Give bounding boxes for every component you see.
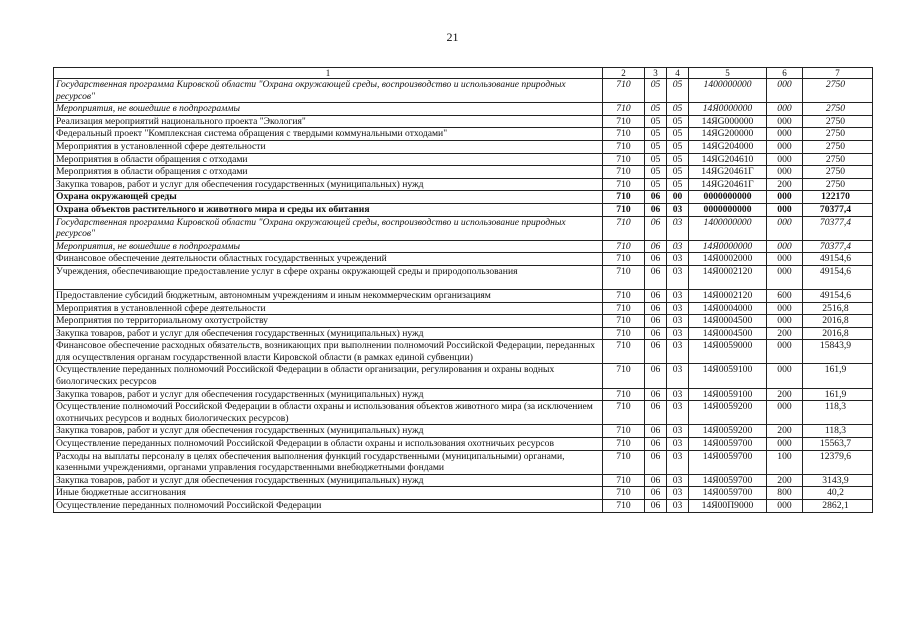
table-row [54,474,873,487]
code-section: 06 [645,253,667,266]
code-expense-type: 000 [767,265,803,289]
row-description: Мероприятия в области обращения с отходами [54,166,603,179]
amount: 161,9 [803,364,873,388]
code-subsection: 03 [667,364,689,388]
code-target-article: 14Я0059700 [689,450,767,474]
code-ministry: 710 [603,401,645,425]
code-expense-type: 200 [767,425,803,438]
code-section: 06 [645,438,667,451]
table-row [54,327,873,340]
code-section: 05 [645,115,667,128]
table-row [54,315,873,328]
code-ministry: 710 [603,240,645,253]
code-subsection: 05 [667,103,689,116]
code-target-article: 14Я0059700 [689,487,767,500]
code-section: 06 [645,487,667,500]
code-target-article: 14ЯG20461Г [689,166,767,179]
code-ministry: 710 [603,364,645,388]
code-target-article: 14Я0004500 [689,327,767,340]
amount: 122170 [803,191,873,204]
row-description: Государственная программа Кировской области "Охрана окружающей среды, воспроизводство и использование природных ресурсов" [54,216,603,240]
code-subsection: 03 [667,315,689,328]
code-subsection: 03 [667,450,689,474]
code-section: 05 [645,128,667,141]
row-description: Расходы на выплаты персоналу в целях обеспечения выполнения функций государственными (муниципальными) органами, казенными учреждениями, органами управления государственными внебюджетными фондами [54,450,603,474]
code-expense-type: 000 [767,401,803,425]
table-row [54,240,873,253]
code-section: 06 [645,315,667,328]
code-section: 05 [645,79,667,103]
code-target-article: 14Я0059200 [689,425,767,438]
row-description: Мероприятия по территориальному охотустройству [54,315,603,328]
amount: 12379,6 [803,450,873,474]
table-row [54,364,873,388]
table-row [54,388,873,401]
row-description: Охрана окружающей среды [54,191,603,204]
code-target-article: 14ЯG204000 [689,140,767,153]
code-target-article: 14Я0000000 [689,103,767,116]
code-section: 06 [645,388,667,401]
amount: 2016,8 [803,327,873,340]
code-expense-type: 000 [767,128,803,141]
code-expense-type: 100 [767,450,803,474]
table-row [54,216,873,240]
table-row [54,103,873,116]
amount: 70377,4 [803,216,873,240]
row-description: Финансовое обеспечение деятельности областных государственных учреждений [54,253,603,266]
code-expense-type: 200 [767,327,803,340]
row-description: Охрана объектов растительного и животного мира и среды их обитания [54,203,603,216]
code-expense-type: 600 [767,289,803,302]
table-row [54,191,873,204]
code-expense-type: 000 [767,191,803,204]
code-expense-type: 000 [767,438,803,451]
row-description: Осуществление переданных полномочий Российской Федерации в области охраны и использования охотничьих ресурсов [54,438,603,451]
code-target-article: 1400000000 [689,216,767,240]
code-subsection: 03 [667,388,689,401]
code-expense-type: 000 [767,240,803,253]
code-ministry: 710 [603,265,645,289]
amount: 118,3 [803,401,873,425]
code-ministry: 710 [603,340,645,364]
code-target-article: 1400000000 [689,79,767,103]
row-description: Мероприятия в области обращения с отходами [54,153,603,166]
code-expense-type: 200 [767,388,803,401]
column-header: 7 [803,68,873,79]
code-target-article: 14ЯG204610 [689,153,767,166]
table-row [54,425,873,438]
row-description: Закупка товаров, работ и услуг для обеспечения государственных (муниципальных) нужд [54,327,603,340]
code-expense-type: 000 [767,79,803,103]
code-section: 06 [645,364,667,388]
row-description: Закупка товаров, работ и услуг для обеспечения государственных (муниципальных) нужд [54,178,603,191]
code-subsection: 05 [667,153,689,166]
table-row [54,79,873,103]
code-target-article: 14Я0004000 [689,302,767,315]
code-subsection: 05 [667,140,689,153]
code-target-article: 14Я0059700 [689,438,767,451]
code-target-article: 14Я0059700 [689,474,767,487]
amount: 2750 [803,178,873,191]
budget-table [53,67,873,513]
code-subsection: 03 [667,401,689,425]
amount: 2750 [803,103,873,116]
code-expense-type: 000 [767,115,803,128]
table-row [54,289,873,302]
code-subsection: 03 [667,340,689,364]
table-row [54,487,873,500]
amount: 2750 [803,128,873,141]
code-section: 06 [645,265,667,289]
code-section: 06 [645,203,667,216]
column-header: 4 [667,68,689,79]
code-section: 06 [645,302,667,315]
code-target-article: 0000000000 [689,191,767,204]
amount: 15563,7 [803,438,873,451]
row-description: Реализация мероприятий национального проекта "Экология" [54,115,603,128]
code-subsection: 05 [667,115,689,128]
row-description: Учреждения, обеспечивающие предоставление услуг в сфере охраны окружающей среды и природопользования [54,265,603,289]
row-description: Иные бюджетные ассигнования [54,487,603,500]
code-ministry: 710 [603,140,645,153]
table-header-row [54,68,873,79]
code-subsection: 03 [667,302,689,315]
code-subsection: 05 [667,128,689,141]
code-ministry: 710 [603,500,645,513]
amount: 2750 [803,79,873,103]
table-row [54,450,873,474]
table-row [54,178,873,191]
code-ministry: 710 [603,166,645,179]
code-ministry: 710 [603,115,645,128]
row-description: Мероприятия в установленной сфере деятельности [54,302,603,315]
code-subsection: 03 [667,487,689,500]
code-subsection: 03 [667,438,689,451]
code-subsection: 05 [667,166,689,179]
amount: 161,9 [803,388,873,401]
amount: 70377,4 [803,203,873,216]
table-body [54,79,873,513]
amount: 2750 [803,166,873,179]
code-subsection: 00 [667,191,689,204]
code-subsection: 05 [667,178,689,191]
code-expense-type: 000 [767,140,803,153]
code-ministry: 710 [603,153,645,166]
amount: 2750 [803,153,873,166]
code-target-article: 14Я0004500 [689,315,767,328]
code-section: 06 [645,450,667,474]
code-expense-type: 800 [767,487,803,500]
table-row [54,401,873,425]
code-subsection: 03 [667,203,689,216]
code-ministry: 710 [603,253,645,266]
code-expense-type: 000 [767,315,803,328]
code-subsection: 03 [667,474,689,487]
amount: 2862,1 [803,500,873,513]
code-ministry: 710 [603,289,645,302]
code-expense-type: 000 [767,253,803,266]
row-description: Финансовое обеспечение расходных обязательств, возникающих при выполнении полномочий Российской Федерации, переданных для осуществления органам государственной власти Кировской области (в рамках единой субвенции) [54,340,603,364]
amount: 49154,6 [803,253,873,266]
code-expense-type: 200 [767,474,803,487]
code-target-article: 14Я0059100 [689,364,767,388]
code-expense-type: 000 [767,364,803,388]
code-ministry: 710 [603,302,645,315]
table-row [54,438,873,451]
code-section: 06 [645,401,667,425]
column-header: 3 [645,68,667,79]
code-subsection: 03 [667,265,689,289]
code-expense-type: 000 [767,166,803,179]
code-expense-type: 000 [767,203,803,216]
code-target-article: 14ЯG200000 [689,128,767,141]
column-header: 6 [767,68,803,79]
code-subsection: 03 [667,425,689,438]
code-target-article: 14Я0002000 [689,253,767,266]
amount: 49154,6 [803,265,873,289]
table-row [54,265,873,289]
code-expense-type: 200 [767,178,803,191]
amount: 118,3 [803,425,873,438]
column-header: 5 [689,68,767,79]
code-ministry: 710 [603,178,645,191]
column-header: 1 [54,68,603,79]
table-row [54,166,873,179]
amount: 49154,6 [803,289,873,302]
code-section: 06 [645,240,667,253]
code-target-article: 14Я0059100 [689,388,767,401]
code-expense-type: 000 [767,103,803,116]
row-description: Осуществление переданных полномочий Российской Федерации в области организации, регулирования и охраны водных биологических ресурсов [54,364,603,388]
code-subsection: 03 [667,327,689,340]
code-ministry: 710 [603,327,645,340]
code-section: 06 [645,340,667,364]
row-description: Федеральный проект "Комплексная система обращения с твердыми коммунальными отходами" [54,128,603,141]
code-target-article: 14Я00П9000 [689,500,767,513]
code-ministry: 710 [603,128,645,141]
code-ministry: 710 [603,203,645,216]
code-expense-type: 000 [767,153,803,166]
code-section: 06 [645,289,667,302]
code-expense-type: 000 [767,340,803,364]
code-target-article: 14Я0000000 [689,240,767,253]
code-target-article: 14Я0059200 [689,401,767,425]
code-ministry: 710 [603,438,645,451]
code-expense-type: 000 [767,500,803,513]
code-section: 05 [645,103,667,116]
amount: 3143,9 [803,474,873,487]
code-section: 06 [645,474,667,487]
amount: 2750 [803,140,873,153]
code-ministry: 710 [603,474,645,487]
amount: 15843,9 [803,340,873,364]
code-section: 06 [645,327,667,340]
code-target-article: 14Я0002120 [689,265,767,289]
table-row [54,302,873,315]
code-section: 05 [645,166,667,179]
row-description: Предоставление субсидий бюджетным, автономным учреждениям и иным некоммерческим организациям [54,289,603,302]
row-description: Государственная программа Кировской области "Охрана окружающей среды, воспроизводство и использование природных ресурсов" [54,79,603,103]
code-subsection: 03 [667,289,689,302]
table-row [54,203,873,216]
table-row [54,128,873,141]
table-row [54,153,873,166]
table-row [54,253,873,266]
row-description: Осуществление полномочий Российской Федерации в области охраны и использования объектов животного мира (за исключением охотничьих ресурсов и водных биологических ресурсов) [54,401,603,425]
code-subsection: 03 [667,240,689,253]
code-target-article: 14Я0002120 [689,289,767,302]
code-expense-type: 000 [767,302,803,315]
code-subsection: 03 [667,500,689,513]
row-description: Закупка товаров, работ и услуг для обеспечения государственных (муниципальных) нужд [54,388,603,401]
row-description: Мероприятия, не вошедшие в подпрограммы [54,240,603,253]
row-description: Закупка товаров, работ и услуг для обеспечения государственных (муниципальных) нужд [54,474,603,487]
code-ministry: 710 [603,79,645,103]
code-ministry: 710 [603,487,645,500]
amount: 2516,8 [803,302,873,315]
amount: 2750 [803,115,873,128]
code-subsection: 03 [667,216,689,240]
code-expense-type: 000 [767,216,803,240]
code-section: 06 [645,191,667,204]
table-row [54,500,873,513]
code-ministry: 710 [603,315,645,328]
code-section: 06 [645,216,667,240]
page-number: 21 [446,30,459,44]
table-row [54,140,873,153]
code-target-article: 14Я0059000 [689,340,767,364]
code-ministry: 710 [603,191,645,204]
row-description: Мероприятия, не вошедшие в подпрограммы [54,103,603,116]
code-ministry: 710 [603,103,645,116]
code-subsection: 05 [667,79,689,103]
code-ministry: 710 [603,388,645,401]
code-target-article: 14ЯG000000 [689,115,767,128]
code-section: 05 [645,178,667,191]
row-description: Закупка товаров, работ и услуг для обеспечения государственных (муниципальных) нужд [54,425,603,438]
code-section: 05 [645,140,667,153]
code-target-article: 0000000000 [689,203,767,216]
code-target-article: 14ЯG20461Г [689,178,767,191]
table-row [54,340,873,364]
code-section: 06 [645,500,667,513]
code-section: 05 [645,153,667,166]
code-ministry: 710 [603,216,645,240]
code-ministry: 710 [603,425,645,438]
table-row [54,115,873,128]
amount: 70377,4 [803,240,873,253]
amount: 2016,8 [803,315,873,328]
code-section: 06 [645,425,667,438]
code-ministry: 710 [603,450,645,474]
row-description: Мероприятия в установленной сфере деятельности [54,140,603,153]
row-description: Осуществление переданных полномочий Российской Федерации [54,500,603,513]
column-header: 2 [603,68,645,79]
amount: 40,2 [803,487,873,500]
code-subsection: 03 [667,253,689,266]
